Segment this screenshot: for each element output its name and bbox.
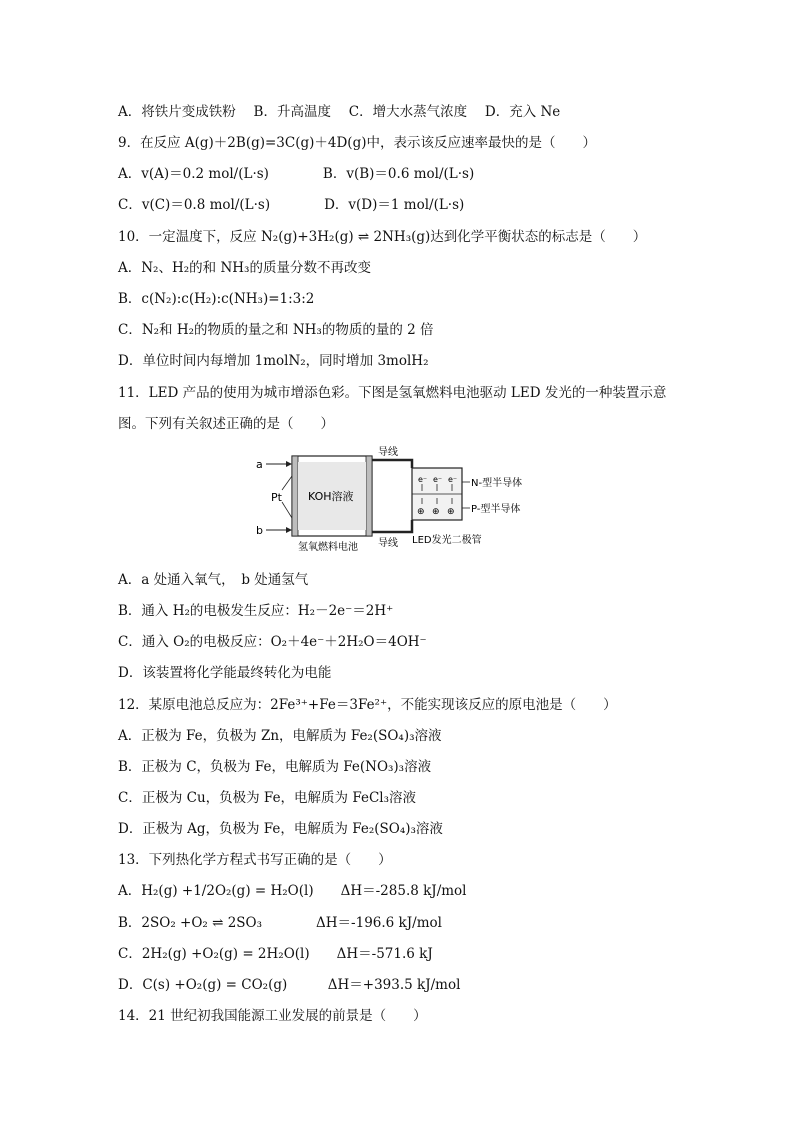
led-caption: LED发光二极管 [412,535,482,546]
q9-option-ab: A．v(A)＝0.2 mol/(L·s) B．v(B)＝0.6 mol/(L·s) [118,166,475,182]
q11-option-a: A．a 处通入氧气， b 处通氢气 [118,572,309,588]
q12-option-d: D．正极为 Ag，负极为 Fe，电解质为 Fe₂(SO₄)₃溶液 [118,821,443,837]
q12-option-b: B．正极为 C，负极为 Fe，电解质为 Fe(NO₃)₃溶液 [118,759,432,775]
q13-option-d: D．C(s) +O₂(g) = CO₂(g) ΔH＝+393.5 kJ/mol [118,977,461,993]
q12-stem: 12．某原电池总反应为：2Fe³⁺+Fe＝3Fe²⁺，不能实现该反应的原电池是（ ） [118,697,617,713]
fuel-cell-led-diagram [252,446,552,554]
hole-3: ⊕ [447,507,455,517]
hole-2: ⊕ [432,507,440,517]
electron-1: e⁻ [418,475,428,484]
q12-option-a: A．正极为 Fe，负极为 Zn，电解质为 Fe₂(SO₄)₃溶液 [118,728,442,744]
q10-option-b: B．c(N₂):c(H₂):c(NH₃)=1:3:2 [118,291,315,307]
q10-option-d: D．单位时间内每增加 1molN₂，同时增加 3molH₂ [118,353,429,369]
p-type-label: P-型半导体 [471,504,521,515]
q14-stem: 14．21 世纪初我国能源工业发展的前景是（ ） [118,1008,427,1024]
q10-option-c: C．N₂和 H₂的物质的量之和 NH₃的物质的量的 2 倍 [118,322,434,338]
bottom-wire [372,520,412,532]
q11-option-b: B．通入 H₂的电极发生反应：H₂－2e⁻＝2H⁺ [118,603,394,619]
q8-options: A．将铁片变成铁粉 B．升高温度 C．增大水蒸气浓度 D．充入 Ne [118,104,561,120]
q11-option-d: D．该装置将化学能最终转化为电能 [118,665,332,681]
top-wire [372,460,412,468]
q9-stem: 9．在反应 A(g)＋2B(g)=3C(g)＋4D(g)中，表示该反应速率最快的是（ ） [118,135,596,151]
q11-stem-line2: 图。下列有关叙述正确的是（ ） [118,416,334,432]
n-type-label: N-型半导体 [471,478,523,489]
q13-option-a: A．H₂(g) +1/2O₂(g) = H₂O(l) ΔH＝-285.8 kJ/mol [118,883,467,899]
fuel-cell-caption: 氢氧燃料电池 [298,542,358,553]
label-b: b [256,524,263,537]
q13-stem: 13．下列热化学方程式书写正确的是（ ） [118,852,392,868]
label-a: a [256,458,263,471]
electrolyte-label: KOH溶液 [308,490,354,503]
q10-option-a: A．N₂、H₂的和 NH₃的质量分数不再改变 [118,260,371,276]
label-pt: Pt [271,491,282,504]
q11-option-c: C．通入 O₂的电极反应：O₂＋4e⁻＋2H₂O＝4OH⁻ [118,634,427,650]
hole-1: ⊕ [417,507,425,517]
q13-option-c: C．2H₂(g) +O₂(g) = 2H₂O(l) ΔH＝-571.6 kJ [118,946,433,962]
wire-top-label: 导线 [378,447,398,458]
q11-stem-line1: 11．LED 产品的使用为城市增添色彩。下图是氢氧燃料电池驱动 LED 发光的一种装置示意 [118,385,667,401]
electron-3: e⁻ [448,475,458,484]
q12-option-c: C．正极为 Cu，负极为 Fe，电解质为 FeCl₃溶液 [118,790,417,806]
q13-option-b: B．2SO₂ +O₂ ⇌ 2SO₃ ΔH＝-196.6 kJ/mol [118,915,442,931]
wire-bottom-label: 导线 [378,538,398,549]
q9-option-cd: C．v(C)＝0.8 mol/(L·s) D．v(D)＝1 mol/(L·s) [118,197,465,213]
electron-2: e⁻ [433,475,443,484]
q10-stem: 10．一定温度下，反应 N₂(g)+3H₂(g) ⇌ 2NH₃(g)达到化学平衡状态的标志是（ ） [118,229,647,245]
